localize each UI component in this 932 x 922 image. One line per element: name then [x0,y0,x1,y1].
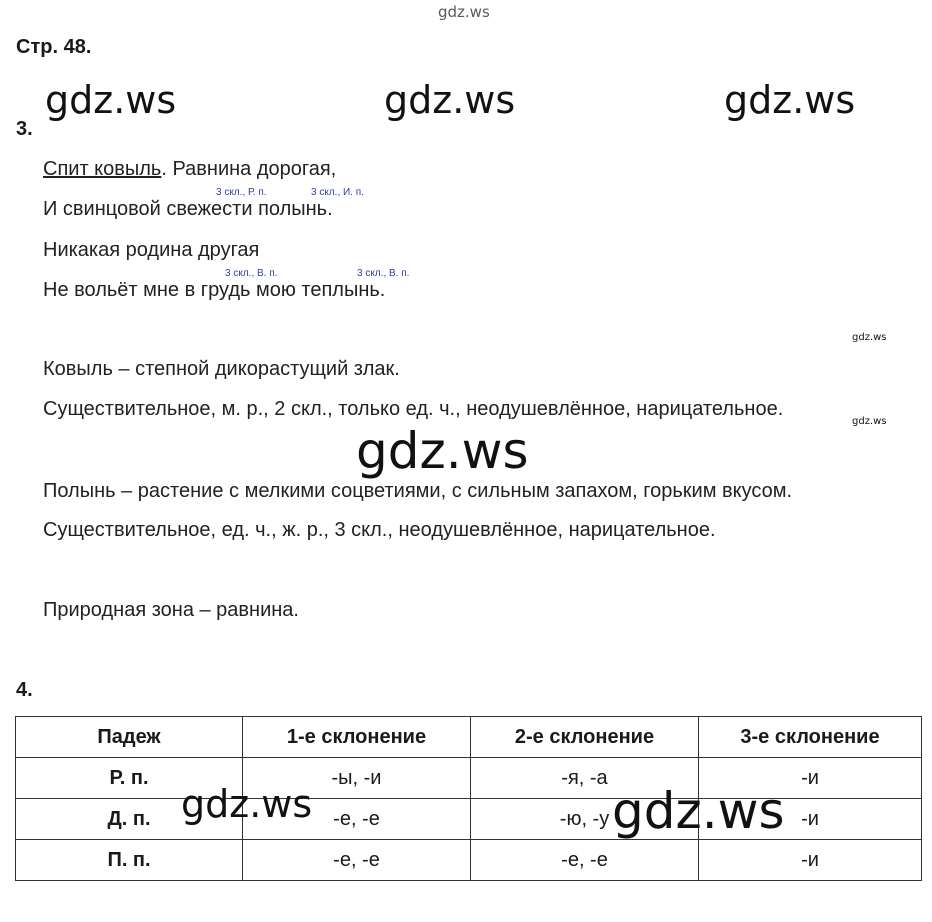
table-row [16,799,922,840]
poem-line-1 [43,158,336,181]
poem-line-1-rest: . Равнина дорогая, [161,158,337,180]
ending-cell: -и [699,799,922,840]
case-cell: Р. п. [16,758,243,799]
table-row [16,840,922,881]
page-title: Стр. 48. [16,36,92,58]
ending-cell: -и [699,758,922,799]
kovyl-definition: Ковыль – степной дикорастущий злак. [43,358,400,380]
watermark: gdz.ws [852,416,887,427]
grammar-note: 3 скл., В. п. [357,268,410,279]
polyn-definition: Полынь – растение с мелкими соцветиями, с сильным запахом, горьким вкусом. [43,480,793,502]
header-case: Падеж [16,717,243,758]
kovyl-parse: Существительное, м. р., 2 скл., только ед. ч., неодушевлённое, нарицательное. [43,398,784,420]
watermark: gdz.ws [181,782,313,826]
poem-line-3: Никакая родина другая [43,239,260,261]
poem-line-2: И свинцовой свежести полынь. [43,198,333,220]
watermark-top: gdz.ws [438,3,490,21]
natural-zone: Природная зона – равнина. [43,599,299,621]
watermark: gdz.ws [612,782,785,840]
header-decl-3: 3-е склонение [699,717,922,758]
ending-cell: -е, -е [243,840,471,881]
grammar-note: 3 скл., И. п. [311,187,364,198]
table-row [16,758,922,799]
polyn-parse: Существительное, ед. ч., ж. р., 3 скл., неодушевлённое, нарицательное. [43,519,716,541]
case-cell: П. п. [16,840,243,881]
header-decl-2: 2-е склонение [471,717,699,758]
watermark: gdz.ws [356,422,529,480]
poem-line-4: Не вольёт мне в грудь мою теплынь. [43,279,386,301]
task-number: 4. [16,679,33,701]
underlined-subject: Спит ковыль [43,158,162,180]
watermark: gdz.ws [45,78,177,122]
watermark: gdz.ws [384,78,516,122]
case-cell: Д. п. [16,799,243,840]
watermark: gdz.ws [724,78,856,122]
table-header-row [16,717,922,758]
ending-cell: -я, -а [471,758,699,799]
ending-cell: -ю, -у [471,799,699,840]
declension-table [15,716,922,881]
grammar-note: 3 скл., В. п. [225,268,278,279]
grammar-note: 3 скл., Р. п. [216,187,267,198]
header-decl-1: 1-е склонение [243,717,471,758]
ending-cell: -е, -е [243,799,471,840]
ending-cell: -ы, -и [243,758,471,799]
ending-cell: -и [699,840,922,881]
ending-cell: -е, -е [471,840,699,881]
task-number: 3. [16,118,33,140]
watermark: gdz.ws [852,332,887,343]
